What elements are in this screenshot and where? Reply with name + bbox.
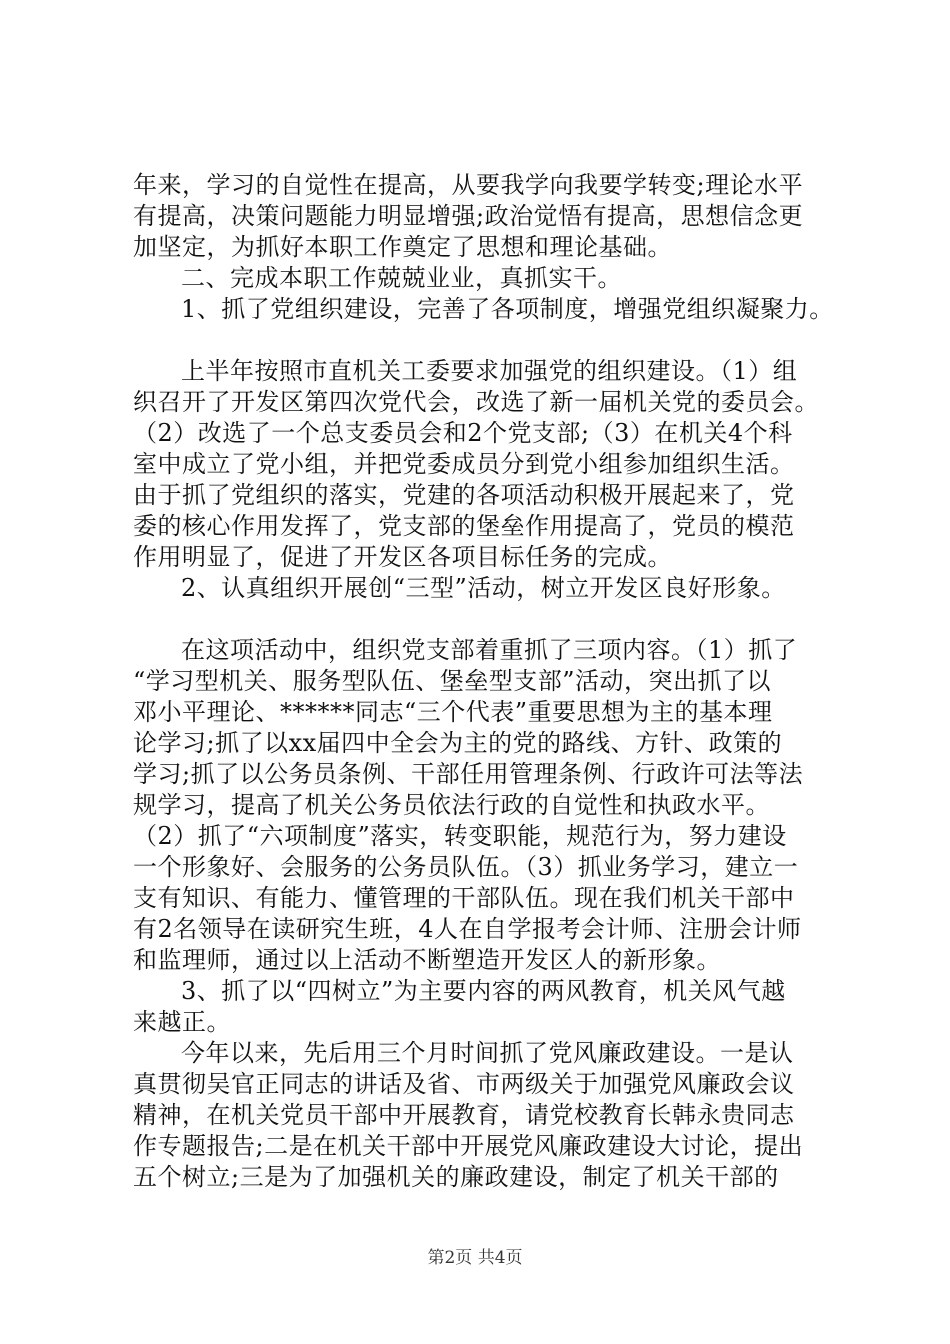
- text-line: 上半年按照市直机关工委要求加强党的组织建设。（1）组: [181, 357, 798, 385]
- text-line: 邓小平理论、******同志“三个代表”重要思想为主的基本理: [133, 698, 773, 726]
- text-line: 规学习，提高了机关公务员依法行政的自觉性和执政水平。: [133, 791, 770, 819]
- text-line: 五个树立;三是为了加强机关的廉政建设，制定了机关干部的: [133, 1163, 779, 1191]
- subsection-heading: 2、认真组织开展创“三型”活动，树立开发区良好形象。: [181, 574, 786, 602]
- text-line: 论学习;抓了以xx届四中全会为主的党的路线、方针、政策的: [133, 729, 783, 757]
- document-body: [133, 170, 853, 1193]
- text-line: 精神，在机关党员干部中开展教育，请党校教育长韩永贵同志: [133, 1101, 795, 1129]
- subsection-heading: 1、抓了党组织建设，完善了各项制度，增强党组织凝聚力。: [181, 295, 834, 323]
- text-line: 真贯彻吴官正同志的讲话及省、市两级关于加强党风廉政会议: [133, 1070, 795, 1098]
- text-line: 加坚定，为抓好本职工作奠定了思想和理论基础。: [133, 233, 672, 261]
- page-number-footer: 第2页 共4页: [427, 1248, 523, 1268]
- text-line: 有提高，决策问题能力明显增强;政治觉悟有提高，思想信念更: [133, 202, 804, 230]
- text-line: 在这项活动中，组织党支部着重抓了三项内容。（1）抓了: [181, 636, 798, 664]
- text-line: 有2名领导在读研究生班，4人在自学报考会计师、注册会计师: [133, 915, 802, 943]
- section-heading: 二、完成本职工作兢兢业业，真抓实干。: [181, 264, 622, 292]
- text-line: （2）抓了“六项制度”落实，转变职能，规范行为，努力建设: [133, 822, 787, 850]
- text-line: 学习;抓了以公务员条例、干部任用管理条例、行政许可法等法: [133, 760, 804, 788]
- subsection-heading: 3、抓了以“四树立”为主要内容的两风教育，机关风气越: [181, 977, 786, 1005]
- text-line: 织召开了开发区第四次党代会，改选了新一届机关党的委员会。: [133, 388, 819, 416]
- text-line: 一个形象好、会服务的公务员队伍。（3）抓业务学习，建立一: [133, 853, 799, 881]
- text-line: “学习型机关、服务型队伍、堡垒型支部”活动，突出抓了以: [133, 667, 772, 695]
- text-line: 作用明显了，促进了开发区各项目标任务的完成。: [133, 543, 672, 571]
- text-line: 和监理师，通过以上活动不断塑造开发区人的新形象。: [133, 946, 721, 974]
- text-line: 年来，学习的自觉性在提高，从要我学向我要学转变;理论水平: [133, 171, 804, 199]
- text-line: 支有知识、有能力、懂管理的干部队伍。现在我们机关干部中: [133, 884, 795, 912]
- text-line: 作专题报告;二是在机关干部中开展党风廉政建设大讨论，提出: [133, 1132, 804, 1160]
- text-line: （2）改选了一个总支委员会和2个党支部;（3）在机关4个科: [133, 419, 793, 447]
- text-line: 今年以来，先后用三个月时间抓了党风廉政建设。一是认: [181, 1039, 794, 1067]
- text-line: 委的核心作用发挥了，党支部的堡垒作用提高了，党员的模范: [133, 512, 795, 540]
- text-line: 来越正。: [133, 1008, 231, 1036]
- text-line: 由于抓了党组织的落实，党建的各项活动积极开展起来了，党: [133, 481, 795, 509]
- text-line: 室中成立了党小组，并把党委成员分到党小组参加组织生活。: [133, 450, 795, 478]
